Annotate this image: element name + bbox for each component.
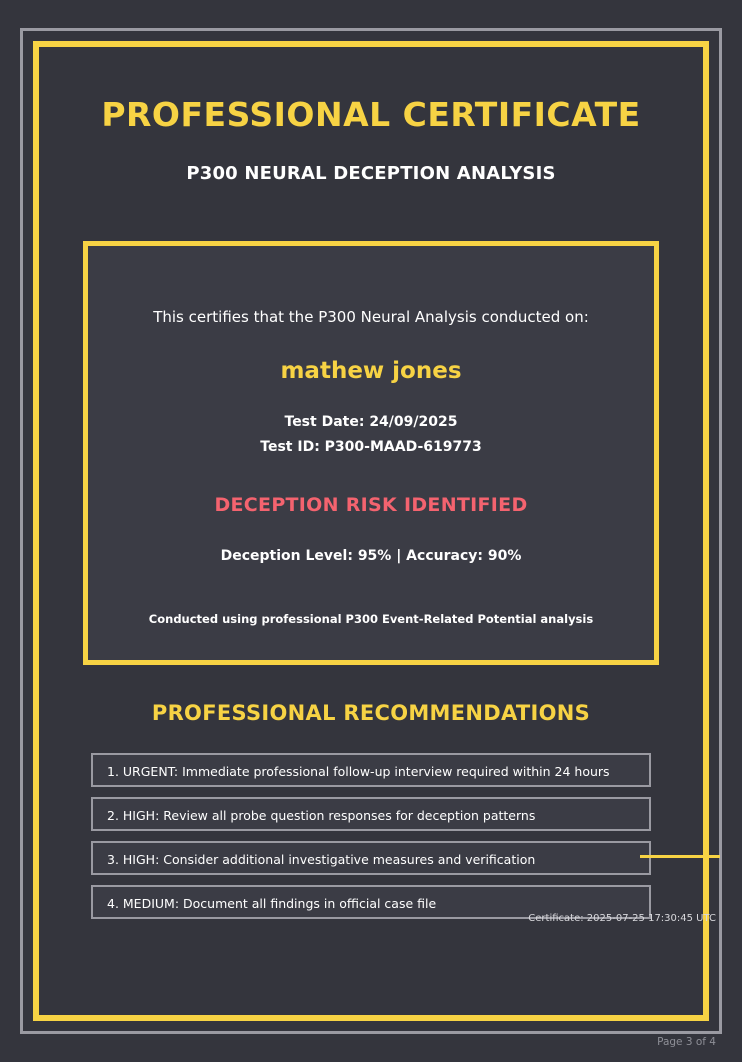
list-item: 4. MEDIUM: Document all findings in official case file (91, 885, 651, 919)
test-meta (108, 412, 634, 458)
test-id: Test ID: P300-MAAD-619773 (260, 439, 482, 455)
test-date: Test Date: 24/09/2025 (284, 414, 458, 430)
certificate-timestamp: Certificate: 2025-07-25 17:30:45 UTC (528, 913, 716, 924)
list-item: 1. URGENT: Immediate professional follow-up interview required within 24 hours (91, 753, 651, 787)
certificate-panel (83, 241, 659, 665)
deception-levels: Deception Level: 95% | Accuracy: 90% (220, 548, 522, 564)
subject-name: mathew jones (280, 358, 462, 384)
list-item: 3. HIGH: Consider additional investigative measures and verification (91, 841, 651, 875)
list-item: 2. HIGH: Review all probe question responses for deception patterns (91, 797, 651, 831)
recommendations-heading: PROFESSIONAL RECOMMENDATIONS (151, 701, 591, 725)
page-title: PROFESSIONAL CERTIFICATE (101, 95, 641, 134)
method-note: Conducted using professional P300 Event-Related Potential analysis (148, 612, 594, 626)
page-number: Page 3 of 4 (657, 1036, 716, 1048)
risk-statement: DECEPTION RISK IDENTIFIED (214, 494, 528, 516)
gold-accent-rule (640, 855, 720, 858)
recommendations-list (91, 753, 651, 919)
certificate-intro: This certifies that the P300 Neural Analysis conducted on: (153, 308, 589, 326)
gold-frame (33, 41, 709, 1021)
page-subtitle: P300 NEURAL DECEPTION ANALYSIS (186, 163, 556, 184)
page-border (20, 28, 722, 1034)
